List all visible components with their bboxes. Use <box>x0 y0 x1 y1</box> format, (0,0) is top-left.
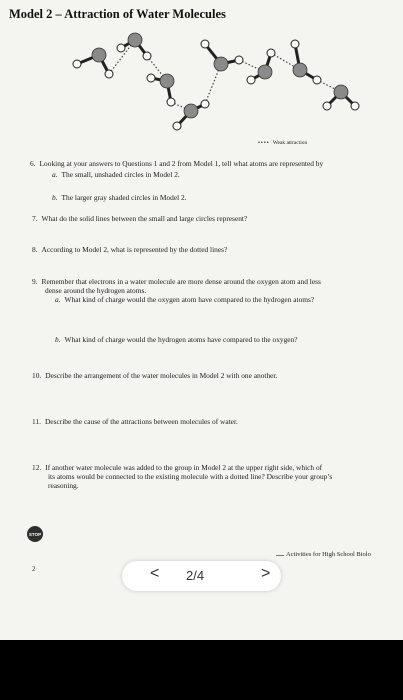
footer-source: Activities for High School Biolo <box>286 551 371 558</box>
stop-icon: STOP <box>27 526 43 542</box>
question-12: 12. If another water molecule was added to the group in Model 2 at the upper right side, which of <box>32 463 323 472</box>
page-number: 2 <box>32 565 36 573</box>
question-12-line3: reasoning. <box>48 481 79 490</box>
legend-label: Weak attraction <box>272 140 308 146</box>
question-9-line2: dense around the hydrogen atoms. <box>45 286 147 295</box>
question-9b: b. What kind of charge would the hydrogen atoms have compared to the oxygen? <box>55 335 298 344</box>
model-title: Model 2 – Attraction of Water Molecules <box>9 7 226 21</box>
question-7: 7. What do the solid lines between the small and large circles represent? <box>32 214 248 223</box>
page-navigator <box>122 561 281 591</box>
question-6a: a. The small, unshaded circles in Model 2. <box>52 170 180 179</box>
question-9: 9. Remember that electrons in a water molecule are more dense around the oxygen atom and less <box>32 277 321 286</box>
next-page-button[interactable]: > <box>261 565 271 582</box>
diagram-legend <box>258 140 307 146</box>
legend-dots: •••• <box>258 140 270 146</box>
question-11: 11. Describe the cause of the attractions between molecules of water. <box>32 417 238 426</box>
prev-page-button[interactable]: < <box>150 565 160 582</box>
footer-divider <box>276 555 284 556</box>
question-6b: b. The larger gray shaded circles in Model 2. <box>52 193 187 202</box>
question-12-line2: its atoms would be connected to the existing molecule with a dotted line? Describe your group’s <box>48 472 333 481</box>
page-indicator: 2/4 <box>186 568 205 583</box>
question-10: 10. Describe the arrangement of the water molecules in Model 2 with one another. <box>32 371 278 380</box>
question-6: 6. Looking at your answers to Questions 1 and 2 from Model 1, tell what atoms are represented by <box>30 159 324 168</box>
question-8: 8. According to Model 2, what is represented by the dotted lines? <box>32 245 228 254</box>
water-molecules-diagram <box>55 26 395 144</box>
question-9a: a. What kind of charge would the oxygen atom have compared to the hydrogen atoms? <box>55 295 315 304</box>
